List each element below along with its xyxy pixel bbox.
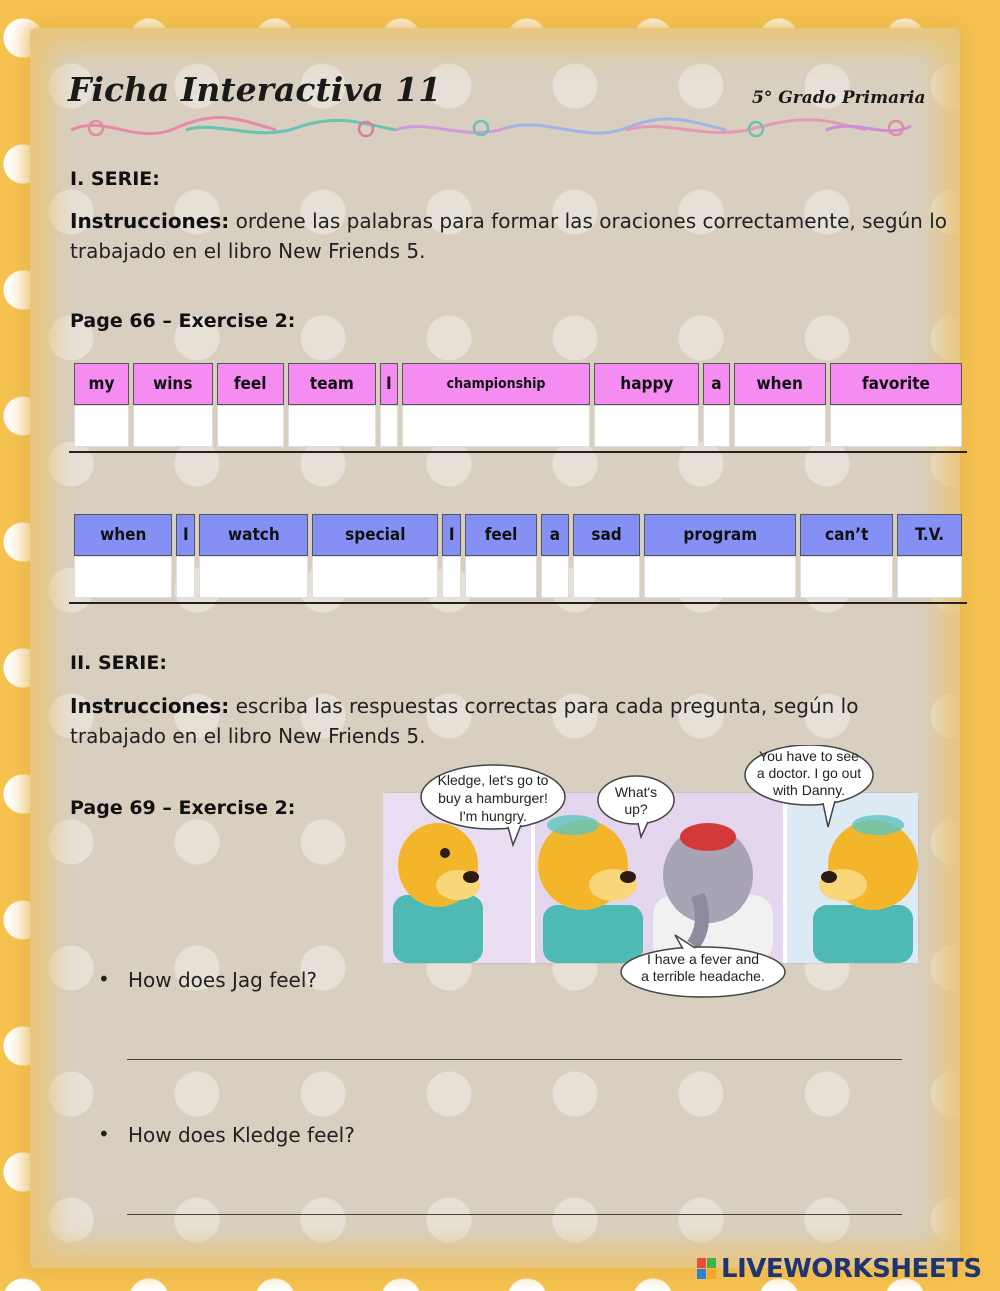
drop-slot[interactable] [199,556,308,598]
bubble-text: You have to see [759,748,859,764]
word-tile[interactable]: a [703,363,729,405]
word-tile[interactable]: program [644,514,796,556]
divider [69,451,967,453]
word-tile[interactable]: watch [199,514,308,556]
word-tile[interactable]: I [176,514,195,556]
word-row [74,514,962,556]
bubble-text: up? [624,801,648,817]
drop-slot[interactable] [442,556,461,598]
drop-slot[interactable] [644,556,796,598]
liveworksheets-icon [697,1258,717,1280]
brand-text: LIVEWORKSHEETS [721,1254,982,1284]
word-tile[interactable]: when [734,363,826,405]
question-text: How does Kledge feel? [128,1123,355,1147]
bubble-text: I have a fever and [646,951,760,967]
word-tile[interactable]: sad [573,514,640,556]
word-tile[interactable]: feel [465,514,537,556]
bubble-text: Kledge, let's go to [437,772,549,788]
instructions-label: Instrucciones: [70,694,230,718]
comic-strip-image [383,745,923,1000]
grade-label: 5° Grado Primaria [752,88,926,108]
drop-slot[interactable] [541,556,569,598]
section2-page-exercise: Page 69 – Exercise 2: [70,797,296,819]
divider [69,602,967,604]
bubble-text: with Danny. [772,782,846,798]
drop-slot[interactable] [402,405,591,447]
worksheet-title: Ficha Interactiva 11 [68,70,442,109]
liveworksheets-logo [697,1254,982,1284]
question-item [98,1123,355,1147]
drop-slot[interactable] [703,405,729,447]
word-tile[interactable]: special [312,514,438,556]
drop-slot[interactable] [312,556,438,598]
word-tile[interactable]: I [380,363,398,405]
word-tile[interactable]: T.V. [897,514,962,556]
section1-heading: I. SERIE: [70,168,160,190]
instructions-text: escriba las respuestas correctas para cada pregunta, según lo trabajado en el libro New Friends 5. [70,694,859,748]
word-tile[interactable]: when [74,514,172,556]
section1-page-exercise: Page 66 – Exercise 2: [70,310,296,332]
word-tile[interactable]: favorite [830,363,962,405]
answer-input-line[interactable] [127,1214,902,1215]
decorative-flourish [66,116,916,144]
drop-slot[interactable] [734,405,826,447]
question-item [98,968,317,992]
instructions-label: Instrucciones: [70,209,230,233]
drop-slot[interactable] [800,556,893,598]
bubble-text: a terrible headache. [641,968,765,984]
drop-slot[interactable] [573,556,640,598]
drop-slot[interactable] [830,405,962,447]
answer-input-line[interactable] [127,1059,902,1060]
instructions-text: ordene las palabras para formar las oraciones correctamente, según lo trabajado en el libro New Friends 5. [70,209,948,263]
drop-slot[interactable] [288,405,376,447]
drop-slot[interactable] [897,556,962,598]
word-table-1 [70,363,966,447]
bubble-text: I'm hungry. [459,808,527,824]
drop-slot[interactable] [217,405,284,447]
bubble-text: buy a hamburger! [438,790,548,806]
word-tile[interactable]: can’t [800,514,893,556]
drop-slot[interactable] [176,556,195,598]
word-tile[interactable]: I [442,514,461,556]
word-tile[interactable]: team [288,363,376,405]
section2-heading: II. SERIE: [70,652,167,674]
word-table-2 [70,514,966,598]
bubble-text: What's [614,784,658,800]
bubble-text: a doctor. I go out [756,765,862,781]
answer-row [74,556,962,598]
word-tile[interactable]: wins [133,363,213,405]
drop-slot[interactable] [133,405,213,447]
word-tile[interactable]: my [74,363,129,405]
section2-instructions [70,691,950,751]
word-tile[interactable]: feel [217,363,284,405]
question-text: How does Jag feel? [128,968,318,992]
word-tile[interactable]: happy [594,363,699,405]
word-tile[interactable]: a [541,514,569,556]
word-tile[interactable]: championship [402,363,591,405]
drop-slot[interactable] [465,556,537,598]
word-row [74,363,962,405]
drop-slot[interactable] [380,405,398,447]
drop-slot[interactable] [74,405,129,447]
section1-instructions [70,206,950,266]
drop-slot[interactable] [594,405,699,447]
drop-slot[interactable] [74,556,172,598]
answer-row [74,405,962,447]
